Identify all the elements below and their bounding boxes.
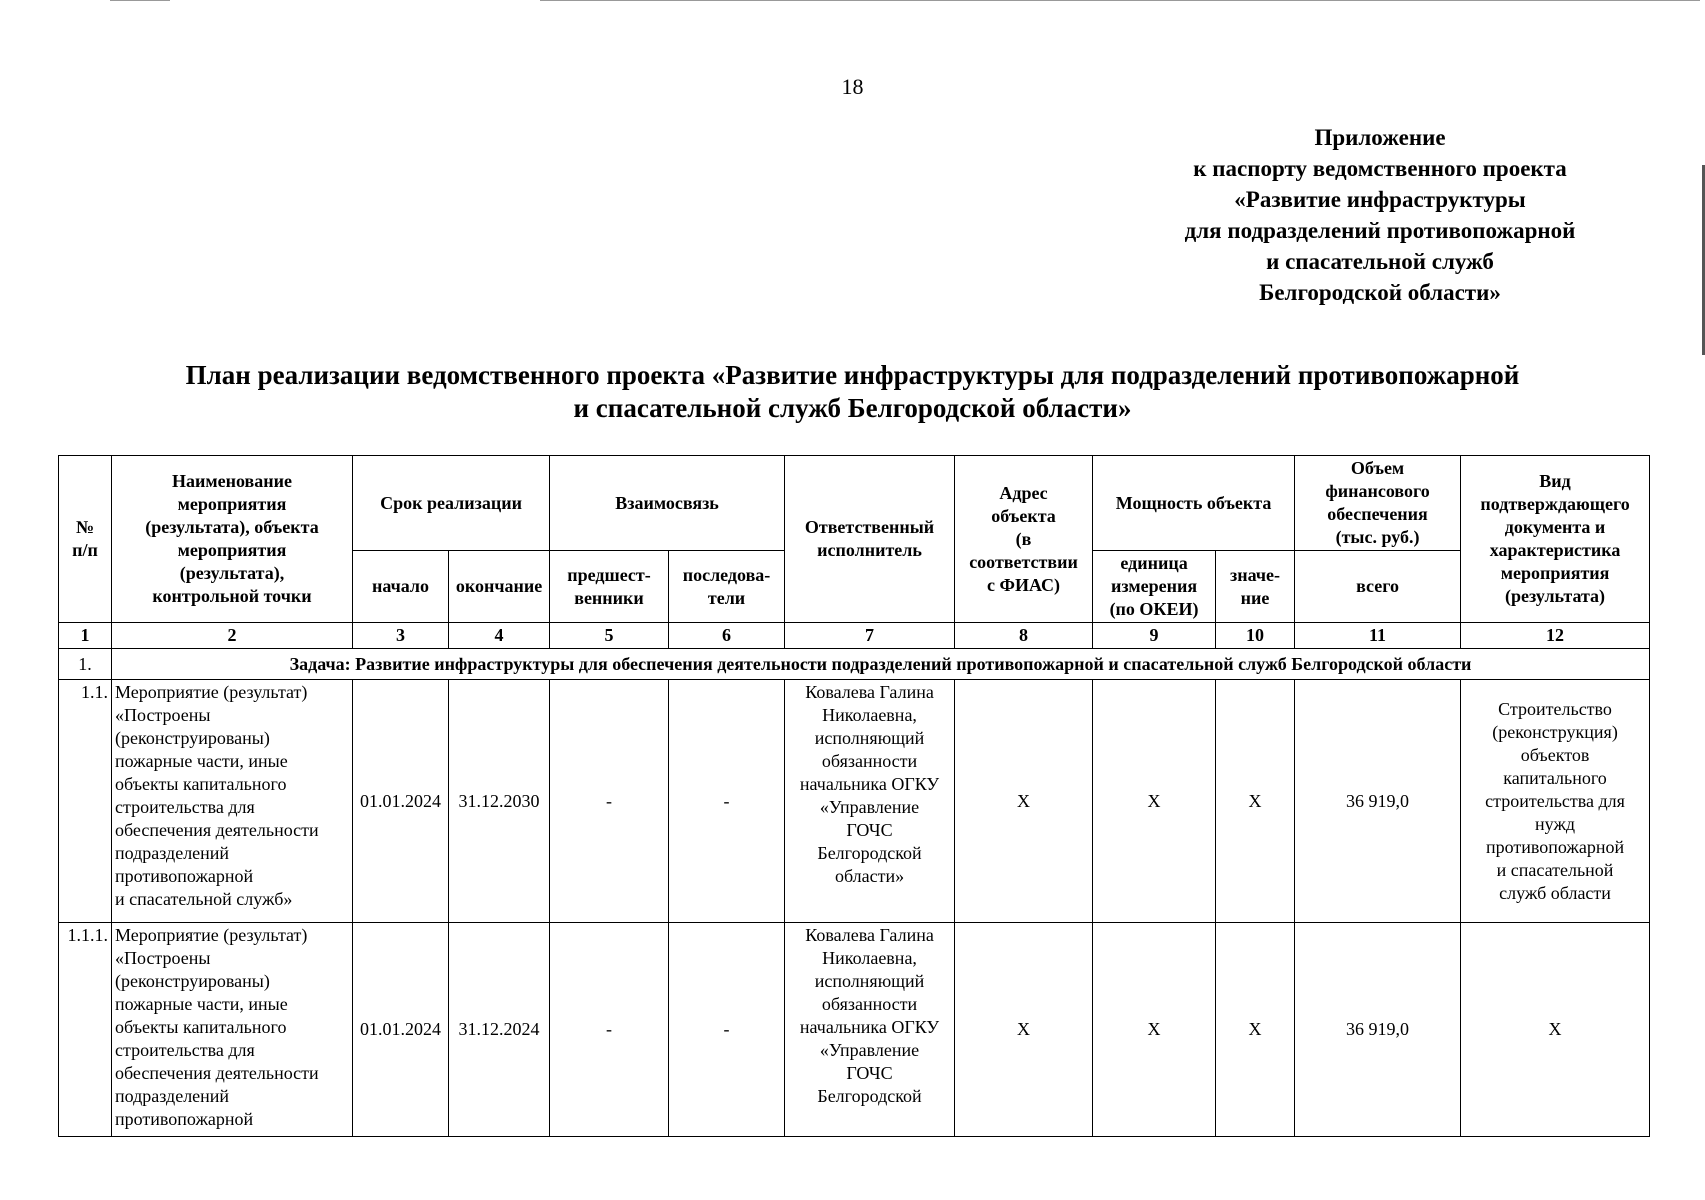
header-responsible: Ответственный исполнитель [785, 456, 955, 623]
header-successors: последова- тели [669, 551, 785, 623]
header-end: окончание [449, 551, 550, 623]
implementation-plan-table [58, 455, 1650, 1137]
table-row [59, 923, 1650, 1137]
appendix-line: «Развитие инфраструктуры [1234, 187, 1526, 212]
column-number: 2 [112, 623, 353, 649]
row-successors: - [669, 680, 785, 923]
header-row-top [59, 456, 1650, 551]
column-number: 4 [449, 623, 550, 649]
plan-title [0, 359, 1705, 425]
header-num: № п/п [59, 456, 112, 623]
row-unit: Х [1093, 680, 1216, 923]
page-number: 18 [841, 74, 864, 99]
appendix-line: и спасательной служб [1266, 249, 1494, 274]
column-number: 1 [59, 623, 112, 649]
appendix-line: для подразделений противопожарной [1184, 218, 1576, 243]
appendix-line: к паспорту ведомственного проекта [1193, 156, 1567, 181]
column-number: 3 [353, 623, 449, 649]
row-value: Х [1216, 680, 1295, 923]
header-capacity: Мощность объекта [1093, 456, 1295, 551]
row-responsible: Ковалева Галина Николаевна, исполняющий обязанности начальника ОГКУ «Управление ГОЧС Белгородской [785, 923, 955, 1137]
plan-title-line: План реализации ведомственного проекта «Развитие инфраструктуры для подразделений противопожарной [185, 360, 1520, 390]
appendix-line: Приложение [1314, 125, 1446, 150]
row-name: Мероприятие (результат) «Построены (реконструированы) пожарные части, иные объекты капитального строительства для обеспечения деятельности подразделений противопожарной [112, 923, 353, 1137]
column-number: 12 [1461, 623, 1650, 649]
column-number: 5 [550, 623, 669, 649]
header-funding: Объем финансового обеспечения (тыс. руб.) [1295, 456, 1461, 551]
column-number-row [59, 623, 1650, 649]
row-predecessors: - [550, 680, 669, 923]
row-address: Х [955, 923, 1093, 1137]
header-predecessors: предшест- венники [550, 551, 669, 623]
scan-artifact [540, 0, 1700, 1]
header-relation: Взаимосвязь [550, 456, 785, 551]
appendix-heading [1080, 122, 1680, 308]
header-unit: единица измерения (по ОКЕИ) [1093, 551, 1216, 623]
row-num: 1.1.1. [59, 923, 112, 1137]
appendix-line: Белгородской области» [1259, 280, 1501, 305]
task-row [59, 649, 1650, 680]
row-total: 36 919,0 [1295, 923, 1461, 1137]
header-value: значе- ние [1216, 551, 1295, 623]
row-successors: - [669, 923, 785, 1137]
task-text: Задача: Развитие инфраструктуры для обеспечения деятельности подразделений противопожарной и спасательной служб Белгородской области [112, 649, 1650, 680]
row-responsible: Ковалева Галина Николаевна, исполняющий обязанности начальника ОГКУ «Управление ГОЧС Белгородской области» [785, 680, 955, 923]
header-total: всего [1295, 551, 1461, 623]
row-end-date: 31.12.2024 [449, 923, 550, 1137]
table-row [59, 680, 1650, 923]
column-number: 10 [1216, 623, 1295, 649]
row-start-date: 01.01.2024 [353, 680, 449, 923]
row-num: 1.1. [59, 680, 112, 923]
header-address: Адрес объекта (в соответствии с ФИАС) [955, 456, 1093, 623]
row-doc-type: Строительство (реконструкция) объектов капитального строительства для нужд противопожарной и спасательной служб области [1461, 680, 1650, 923]
header-doc-type: Вид подтверждающего документа и характеристика мероприятия (результата) [1461, 456, 1650, 623]
row-predecessors: - [550, 923, 669, 1137]
row-address: Х [955, 680, 1093, 923]
column-number: 7 [785, 623, 955, 649]
column-number: 9 [1093, 623, 1216, 649]
row-value: Х [1216, 923, 1295, 1137]
header-period: Срок реализации [353, 456, 550, 551]
plan-title-line: и спасательной служб Белгородской области» [573, 393, 1132, 423]
row-doc-type: Х [1461, 923, 1650, 1137]
task-num: 1. [59, 649, 112, 680]
row-total: 36 919,0 [1295, 680, 1461, 923]
scan-artifact [110, 0, 170, 1]
column-number: 6 [669, 623, 785, 649]
header-name: Наименование мероприятия (результата), объекта мероприятия (результата), контрольной точки [112, 456, 353, 623]
row-unit: Х [1093, 923, 1216, 1137]
column-number: 8 [955, 623, 1093, 649]
column-number: 11 [1295, 623, 1461, 649]
row-start-date: 01.01.2024 [353, 923, 449, 1137]
row-name: Мероприятие (результат) «Построены (реконструированы) пожарные части, иные объекты капитального строительства для обеспечения деятельности подразделений противопожарной и спасательной служб» [112, 680, 353, 923]
row-end-date: 31.12.2030 [449, 680, 550, 923]
header-start: начало [353, 551, 449, 623]
